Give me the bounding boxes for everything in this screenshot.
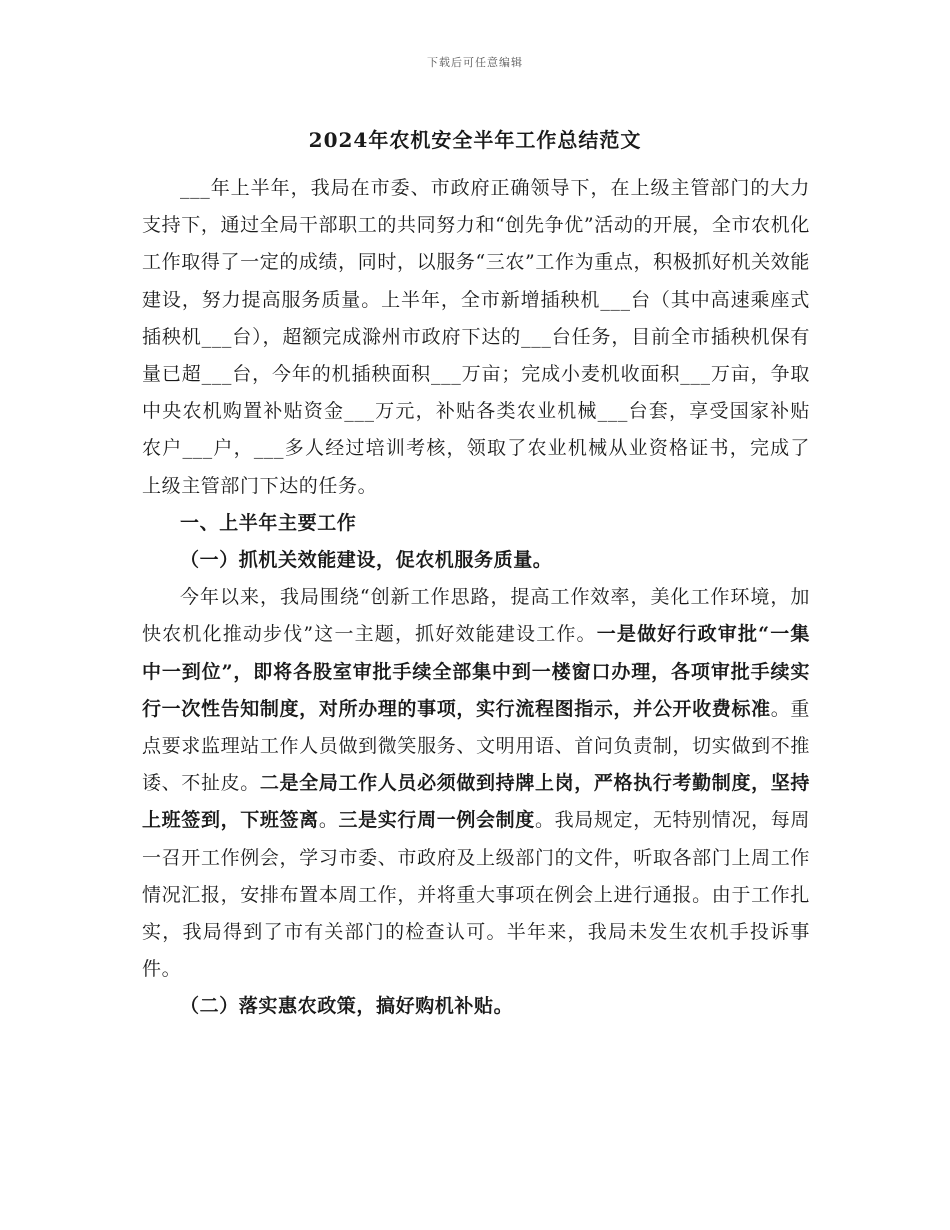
header-note: 下载后可任意编辑	[427, 56, 523, 69]
section-heading-1: 一、上半年主要工作	[180, 511, 357, 534]
document-title: 2024年农机安全半年工作总结范文	[308, 128, 642, 152]
paragraph-text: 。	[318, 809, 339, 832]
subsection-heading-2: （二）落实惠农政策，搞好购机补贴。	[180, 995, 514, 1018]
subsection-heading-1: （一）抓机关效能建设，促农机服务质量。	[180, 549, 553, 572]
bold-point-3: 三是实行周一例会制度	[338, 809, 535, 832]
document-body	[142, 170, 810, 1026]
bold-point-1: 一是做好行政审批“一集中一到位”，即将各股室审批手续全部集中到一楼窗口办理，各项审批手续实行一次性告知制度，对所办理的事项，实行流程图指示，并公开收费标准	[142, 623, 811, 720]
paragraph-text: 今年以来，我局围绕“创新工作思路，提高工作效率，美化工作环境，加快农机化推动步伐”这一主题，抓好效能建设工作。	[142, 586, 810, 646]
bold-point-2: 二是全局工作人员必须做到持牌上岗，严格执行考勤制度，坚持上班签到，下班签离	[142, 772, 810, 832]
paragraph-text: 。重点要求监理站工作人员做到微笑服务、文明用语、首问负责制，切实做到不推诿、不扯皮。	[142, 697, 810, 795]
intro-paragraph: ___年上半年，我局在市委、市政府正确领导下，在上级主管部门的大力支持下，通过全局干部职工的共同努力和“创先争优”活动的开展，全市农机化工作取得了一定的成绩，同时，以服务“三农”工作为重点，积极抓好机关效能建设，努力提高服务质量。上半年，全市新增插秧机___台（其中高速乘座式插秧机___台），超额完成滁州市政府下达的___台任务，目前全市插秧机保有量已超___台，今年的机插秧面积___万亩；完成小麦机收面积___万亩，争取中央农机购置补贴资金___万元，补贴各类农业机械___台套，享受国家补贴农户___户，___多人经过培训考核，领取了农业机械从业资格证书，完成了上级主管部门下达的任务。	[142, 177, 810, 497]
paragraph-text: 。我局规定，无特别情况，每周一召开工作例会，学习市委、市政府及上级部门的文件，听取各部门上周工作情况汇报，安排布置本周工作，并将重大事项在例会上进行通报。由于工作扎实，我局得到了市有关部门的检查认可。半年来，我局未发生农机手投诉事件。	[142, 809, 810, 981]
efficiency-paragraph	[142, 579, 810, 988]
